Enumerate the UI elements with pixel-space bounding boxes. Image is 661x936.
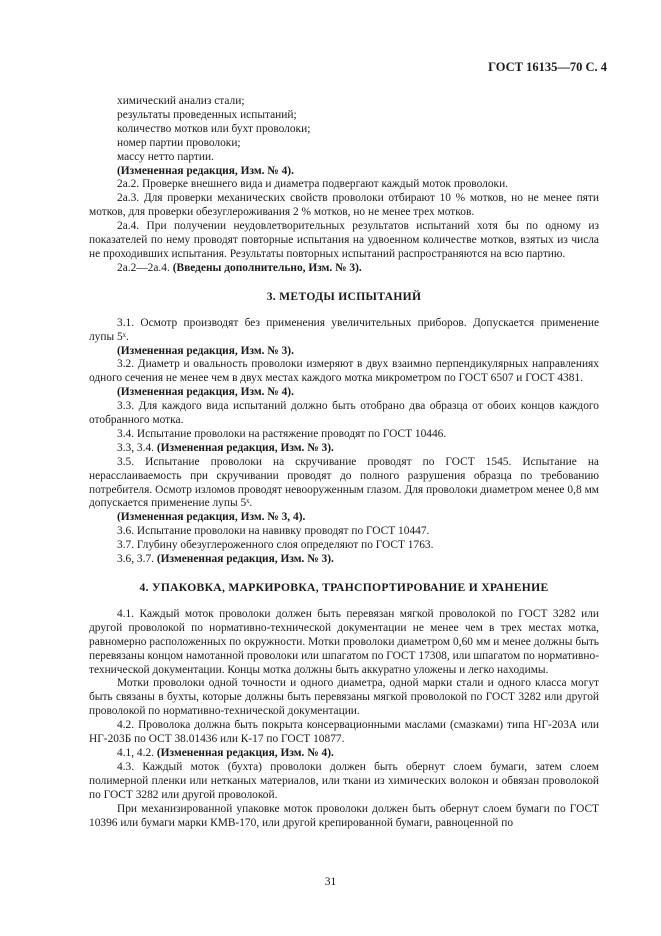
list-item: номер партии проволоки; [117, 136, 241, 149]
amendment-note [89, 262, 599, 276]
page-number: 31 [324, 876, 337, 888]
list-item: химический анализ стали; [117, 95, 245, 107]
amendment-note: (Измененная редакция, Изм. № 4). [117, 386, 294, 399]
note-text: (Измененная редакция, Изм. № 3). [156, 441, 334, 454]
note-ref: 4.1, 4.2. [117, 746, 155, 759]
note-text: (Измененная редакция, Изм. № 4). [156, 746, 334, 759]
section-heading-3: 3. МЕТОДЫ ИСПЫТАНИЙ [266, 289, 422, 303]
paragraph-3-4: 3.4. Испытание проволоки на растяжение проводят по ГОСТ 10446. [117, 427, 447, 440]
list-item: массу нетто партии. [117, 150, 214, 163]
document-body [89, 95, 599, 830]
list-item: количество мотков или бухт проволоки; [117, 122, 311, 135]
section-heading-4: 4. УПАКОВКА, МАРКИРОВКА, ТРАНСПОРТИРОВАНИЕ И ХРАНЕНИЕ [139, 581, 549, 594]
paragraph-3-5: 3.5. Испытание проволоки на скручивание проводят по ГОСТ 1545. Испытание на нерасслаиваемость при скручивании проводят до полного разрушения образца по требованию потребителя. Осмотр изломов проводят невооруженным глазом. Для проволоки диаметром менее 0,8 мм допускается применение лупы 5ˣ. [89, 455, 599, 510]
amendment-note: (Измененная редакция, Изм. № 3, 4). [117, 511, 306, 524]
amendment-note: (Измененная редакция, Изм. № 3). [117, 344, 294, 357]
amendment-note [89, 553, 599, 567]
paragraph-3-1: 3.1. Осмотр производят без применения увеличительных приборов. Допускается применение лупы 5ˣ. [89, 316, 599, 343]
paragraph-4-2: 4.2. Проволока должна быть покрыта консервационными маслами (смазками) типа НГ-203А или НГ-203Б по ОСТ 38.01436 или К-17 по ГОСТ 10877. [89, 719, 599, 746]
note-ref: 3.3, 3.4. [117, 441, 155, 454]
paragraph-4-1: 4.1. Каждый моток проволоки должен быть перевязан мягкой проволокой по ГОСТ 3282 или другой проволокой по нормативно-технической документации не менее чем в трех местах мотка, равномерно расположенных по окружности. Мотки проволоки диаметром 0,60 мм и менее должны быть перевязаны концом намотанной проволоки или шпагатом по ГОСТ 17308, или шпагатом по нормативно-технической документации. Концы мотка должны быть аккуратно уложены и легко находимы. [89, 607, 599, 676]
note-ref: 3.6, 3.7. [117, 553, 155, 566]
note-ref: 2а.2—2а.4. [117, 261, 170, 274]
paragraph-3-2: 3.2. Диаметр и овальность проволоки измеряют в двух взаимно перпендикулярных направлениях одного сечения не менее чем в двух местах каждого мотка микрометром по ГОСТ 6507 и ГОСТ 4381. [89, 358, 599, 385]
paragraph-4-3-continued: При механизированной упаковке моток проволоки должен быть обернут слоем бумаги по ГОСТ 10396 или бумаги марки КМВ-170, или другой крепированной бумаги, равноценной по [89, 802, 599, 829]
amendment-note [89, 747, 599, 761]
note-text: (Введены дополнительно, Изм. № 3). [172, 261, 362, 274]
amendment-note: (Измененная редакция, Изм. № 4). [117, 164, 294, 177]
paragraph-4-3: 4.3. Каждый моток (бухта) проволоки должен быть обернут слоем бумаги, затем слоем полимерной пленки или нетканых материалов, или ткани из химических волокон и обвязан проволокой по ГОСТ 3282 или другой проволокой. [89, 760, 599, 801]
paragraph-2a3: 2а.3. Для проверки механических свойств проволоки отбирают 10 % мотков, но не менее пяти мотков, для проверки обезуглероживания 2 % мотков, но не менее трех мотков. [89, 192, 599, 219]
paragraph-2a2: 2а.2. Проверке внешнего вида и диаметра подвергают каждый моток проволоки. [117, 178, 509, 191]
paragraph-3-3: 3.3. Для каждого вида испытаний должно быть отобрано два образца от обоих концов каждого отобранного мотка. [89, 400, 599, 427]
list-item: результаты проведенных испытаний; [117, 108, 297, 121]
paragraph-4-1-continued: Мотки проволоки одной точности и одного диаметра, одной марки стали и одного класса могут быть связаны в бухты, которые должны быть перевязаны мягкой проволокой по ГОСТ 3282 или другой проволокой по нормативно-технической документации. [89, 677, 599, 718]
page-header: ГОСТ 16135—70 С. 4 [488, 60, 607, 74]
note-text: (Измененная редакция, Изм. № 3). [156, 553, 334, 566]
paragraph-3-6: 3.6. Испытание проволоки на навивку проводят по ГОСТ 10447. [117, 525, 430, 538]
paragraph-3-7: 3.7. Глубину обезуглероженного слоя определяют по ГОСТ 1763. [117, 539, 434, 552]
amendment-note [89, 442, 599, 456]
paragraph-2a4: 2а.4. При получении неудовлетворительных результатов испытаний хотя бы по одному из показателей по нему проводят повторные испытания на удвоенном количестве мотков, взятых из числа не проходивших испытания. Результаты повторных испытаний распространяются на всю партию. [89, 220, 599, 260]
